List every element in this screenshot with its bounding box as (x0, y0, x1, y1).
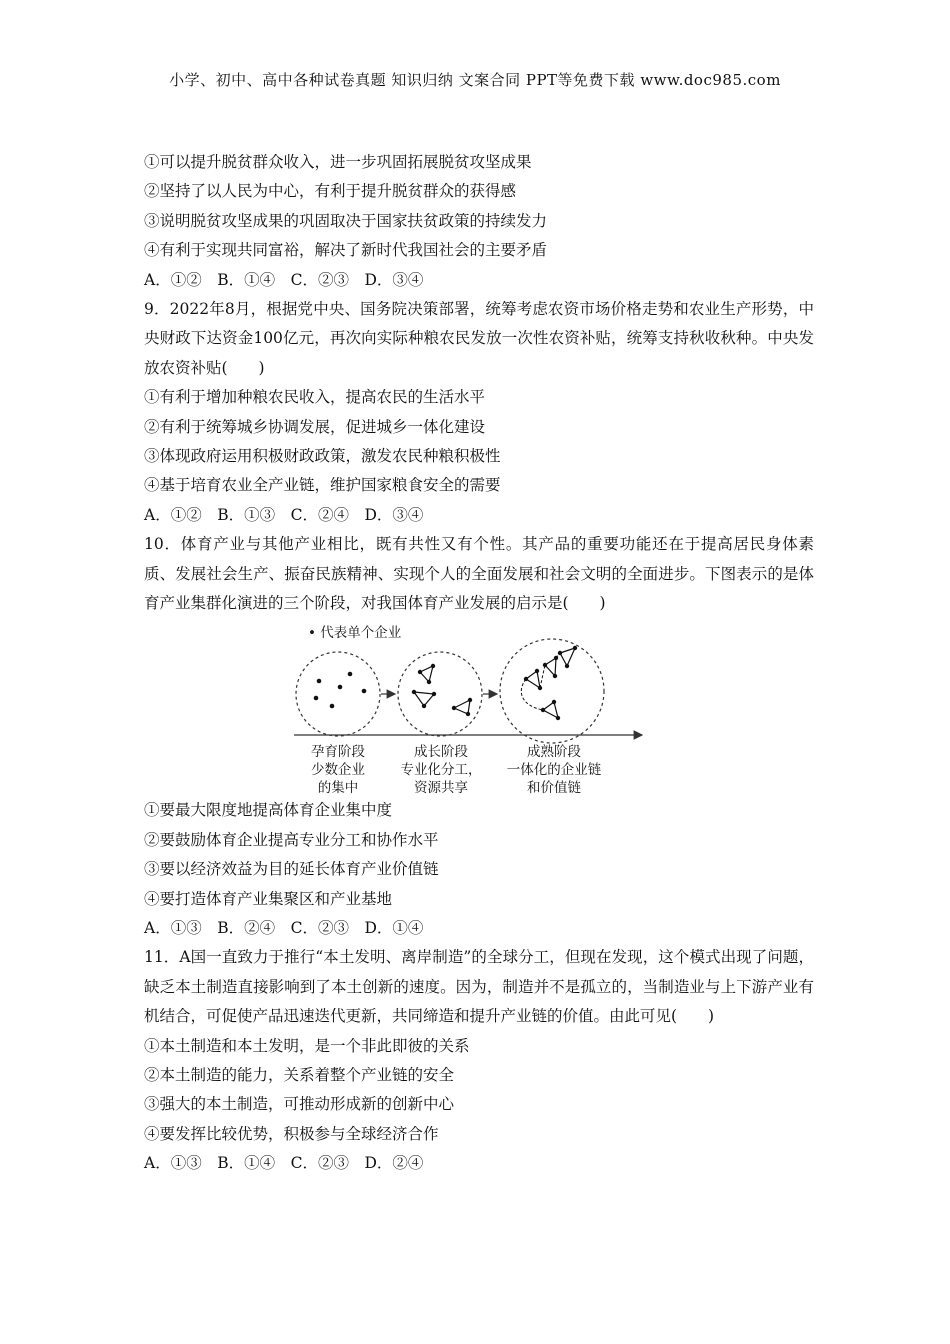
question-10 (144, 530, 814, 943)
q11-answer-choices: A．①③ B．①④ C．②③ D．②④ (144, 1154, 424, 1173)
stage-1-enterprise-dots (314, 672, 367, 709)
cluster-stages-diagram (290, 622, 660, 794)
stage-1-circle (296, 652, 380, 736)
stage-3-label-line2: 一体化的企业链 (506, 762, 602, 779)
q10-option-2: ②要鼓励体育企业提高专业分工和协作水平 (144, 830, 439, 849)
stage-1-label-line3: 的集中 (317, 780, 359, 795)
q10-option-1: ①要最大限度地提高体育企业集中度 (144, 801, 393, 820)
q9-stem: 9．2022年8月，根据党中央、国务院决策部署，统筹考虑农资市场价格走势和农业生产形势，中央财政下达资金100亿元，再次向实际种粮农民发放一次性农资补贴，统筹支持秋收秋种。中央发放农资补贴( ) (144, 299, 814, 377)
question-9 (144, 295, 814, 530)
q11-option-1: ①本土制造和本土发明，是一个非此即彼的关系 (144, 1036, 470, 1055)
stage-1-label-line2: 少数企业 (311, 762, 365, 779)
stage-3-triangles (526, 648, 575, 718)
q11-option-4: ④要发挥比较优势，积极参与全球经济合作 (144, 1124, 439, 1143)
stage-3-label-line1: 成熟阶段 (527, 744, 581, 761)
cluster-stages-figure (144, 622, 814, 794)
stage-2-circle (398, 652, 482, 736)
q8-option-3: ③说明脱贫攻坚成果的巩固取决于国家扶贫政策的持续发力 (144, 211, 548, 230)
q8-option-4: ④有利于实现共同富裕，解决了新时代我国社会的主要矛盾 (144, 241, 548, 260)
q8-option-1: ①可以提升脱贫群众收入，进一步巩固拓展脱贫攻坚成果 (144, 153, 532, 171)
q10-stem: 10．体育产业与其他产业相比，既有共性又有个性。其产品的重要功能还在于提高居民身体素质、发展社会生产、振奋民族精神、实现个人的全面发展和社会文明的全面进步。下图表示的是体育产业集群化演进的三个阶段，对我国体育产业发展的启示是( ) (144, 535, 814, 612)
q9-option-3: ③体现政府运用积极财政政策，激发农民种粮积极性 (144, 446, 501, 465)
stage-2-label-line1: 成长阶段 (414, 744, 468, 761)
legend-text: • 代表单个企业 (308, 625, 402, 642)
question-8 (144, 148, 814, 295)
q10-option-4: ④要打造体育产业集聚区和产业基地 (144, 889, 393, 908)
q11-stem: 11．A国一直致力于推行“本土发明、离岸制造”的全球分工，但现在发现，这个模式出现了问题，缺乏本土制造直接影响到了本土创新的速度。因为，制造并不是孤立的，当制造业与上下游产业有机结合，可促使产品迅速迭代更新，共同缔造和提升产业链的价值。由此可见( ) (144, 948, 814, 1026)
q8-answer-choices: A．①② B．①④ C．②③ D．③④ (144, 270, 424, 289)
q9-option-1: ①有利于增加种粮农民收入，提高农民的生活水平 (144, 388, 486, 407)
q11-option-3: ③强大的本土制造，可推动形成新的创新中心 (144, 1095, 455, 1114)
q10-answer-choices: A．①③ B．②④ C．②③ D．①④ (144, 918, 424, 937)
q8-option-2: ②坚持了以人民为中心，有利于提升脱贫群众的获得感 (144, 182, 517, 201)
page-header: 小学、初中、高中各种试卷真题 知识归纳 文案合同 PPT等免费下载 www.doc985.com (169, 71, 781, 89)
exam-content (144, 148, 814, 1178)
stage-3-label-line3: 和价值链 (527, 780, 581, 795)
stage-2-label-line2: 专业化分工， (400, 762, 482, 779)
question-11 (144, 943, 814, 1178)
q11-option-2: ②本土制造的能力，关系着整个产业链的安全 (144, 1065, 455, 1084)
q10-option-3: ③要以经济效益为目的延长体育产业价值链 (144, 860, 439, 879)
q9-option-2: ②有利于统筹城乡协调发展，促进城乡一体化建设 (144, 417, 486, 436)
q9-option-4: ④基于培育农业全产业链，维护国家粮食安全的需要 (144, 476, 501, 495)
stage-2-enterprise-dots (412, 664, 472, 716)
q9-answer-choices: A．①② B．①③ C．②④ D．③④ (144, 505, 424, 524)
stage-1-label-line1: 孕育阶段 (311, 744, 365, 761)
stage-3-circle (500, 639, 604, 743)
stage-2-label-line3: 资源共享 (414, 780, 468, 795)
